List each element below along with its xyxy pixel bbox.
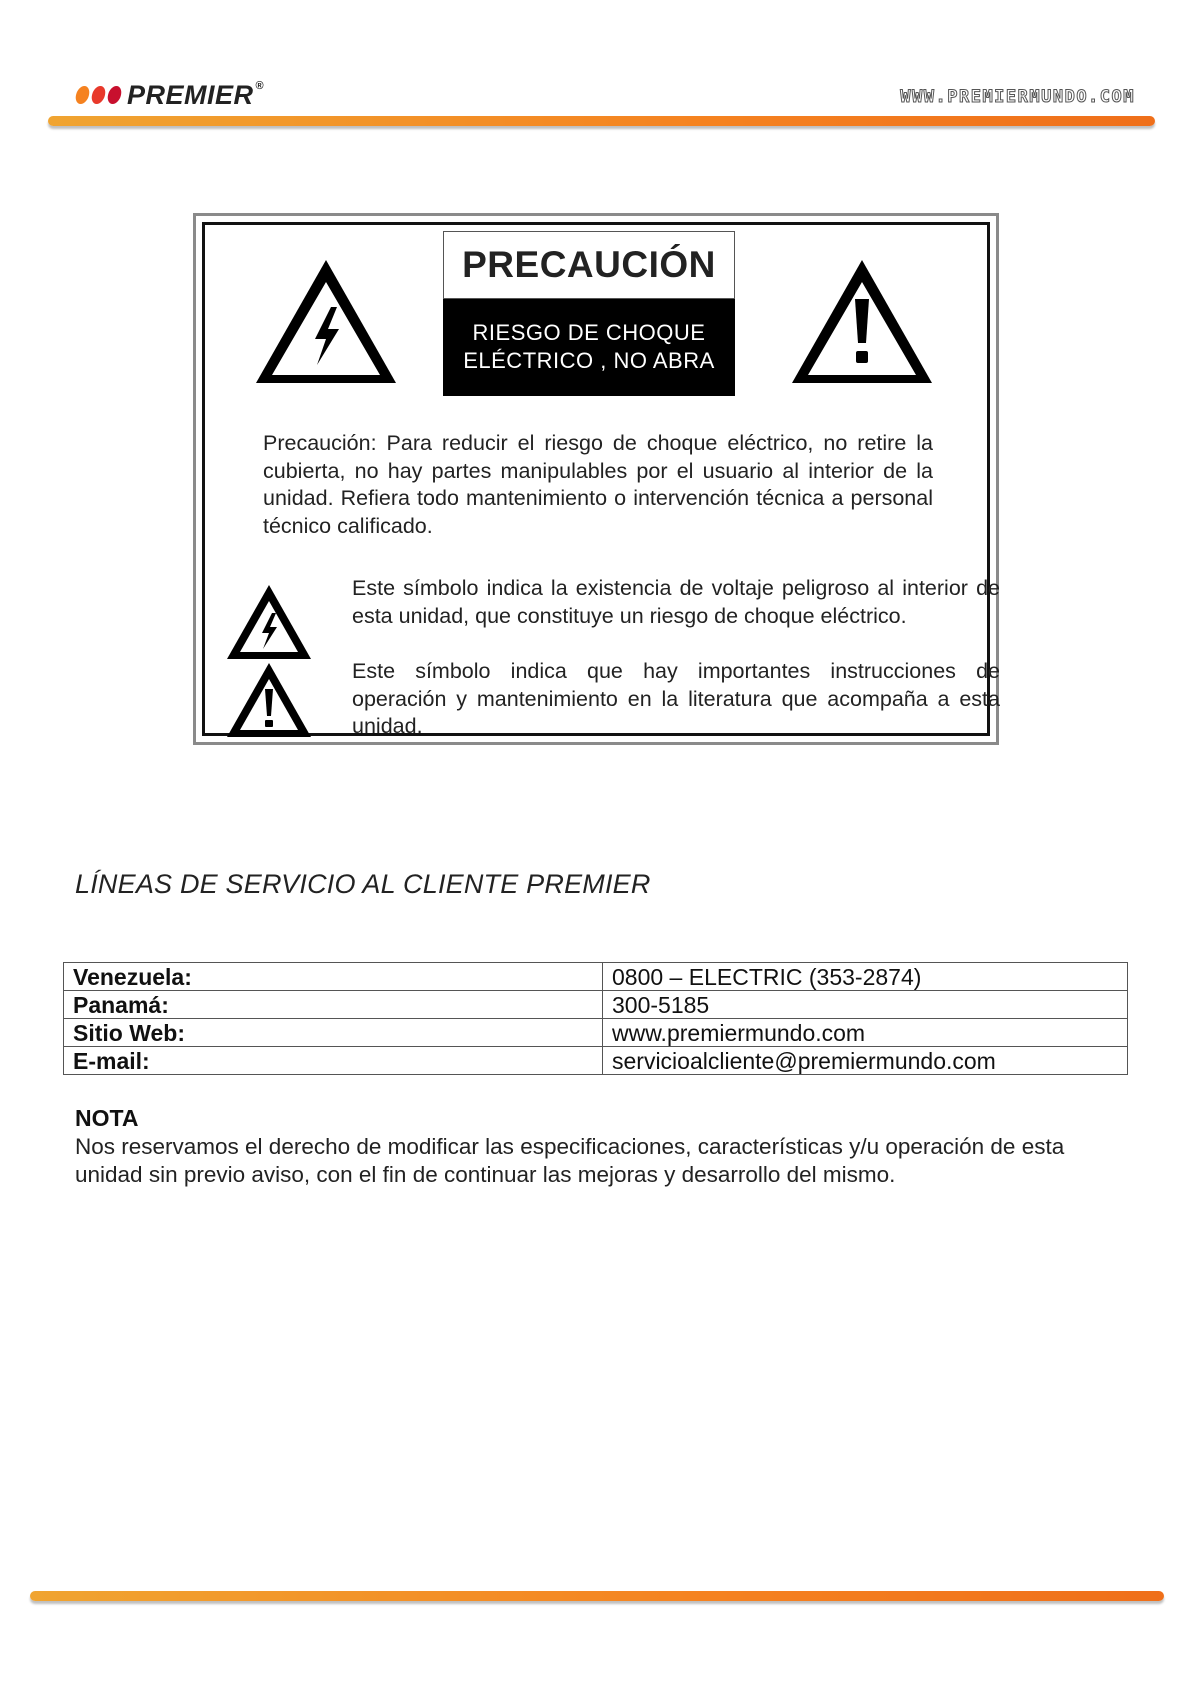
country-label: Venezuela: [64,963,603,991]
exclamation-warning-icon [787,255,937,390]
premier-logo [76,80,264,110]
note-text: Nos reservamos el derecho de modificar las especificaciones, características y/u operación de esta unidad sin previo aviso, con el fin de continuar las mejoras y desarrollo del mismo. [75,1134,1065,1187]
website-link[interactable]: www.premiermundo.com [603,1019,1128,1047]
exclamation-symbol-description: Este símbolo indica que hay importantes instrucciones de operación y mantenimiento en la literatura que acompaña a esta unidad. [352,659,1000,738]
table-row [64,1047,1128,1075]
email-label: E-mail: [64,1047,603,1075]
brand-name: PREMIER [127,79,254,110]
shock-warning-line2: ELÉCTRICO , NO ABRA [463,348,715,373]
caution-box [193,213,999,745]
email-link[interactable]: servicioalcliente@premiermundo.com [603,1047,1128,1075]
lightning-warning-small-icon [225,583,313,663]
shock-warning-line1: RIESGO DE CHOQUE [472,320,706,345]
footer-divider-bar [30,1591,1164,1601]
phone-value: 0800 – ELECTRIC (353-2874) [603,963,1128,991]
table-row [64,1019,1128,1047]
lightning-warning-icon [251,255,401,390]
table-row [64,991,1128,1019]
logo-dots [76,86,121,104]
logo-dot-orange [74,86,91,104]
registered-mark: ® [255,80,264,92]
website-label: Sitio Web: [64,1019,603,1047]
logo-dot-red [90,86,107,104]
lightning-symbol-description: Este símbolo indica la existencia de voltaje peligroso al interior de esta unidad, que constituye un riesgo de choque eléctrico. [352,576,1000,628]
exclamation-warning-small-icon [225,661,313,741]
caution-inner-border [202,222,1000,738]
service-section-title: LÍNEAS DE SERVICIO AL CLIENTE PREMIER [75,869,651,899]
note-title: NOTA [75,1105,139,1131]
phone-value: 300-5185 [603,991,1128,1019]
table-row [64,963,1128,991]
caution-title: PRECAUCIÓN [443,231,735,299]
caution-paragraph: Precaución: Para reducir el riesgo de choque eléctrico, no retire la cubierta, no hay partes manipulables por el usuario al interior de la unidad. Refiera todo mantenimiento o intervención técnica a personal técnico calificado. [263,431,933,538]
website-url: WWW.PREMIERMUNDO.COM [900,87,1135,107]
logo-dot-crimson [106,86,123,104]
shock-warning-label [443,299,735,396]
country-label: Panamá: [64,991,603,1019]
header-divider-bar [48,116,1155,126]
service-table [63,962,1128,1075]
